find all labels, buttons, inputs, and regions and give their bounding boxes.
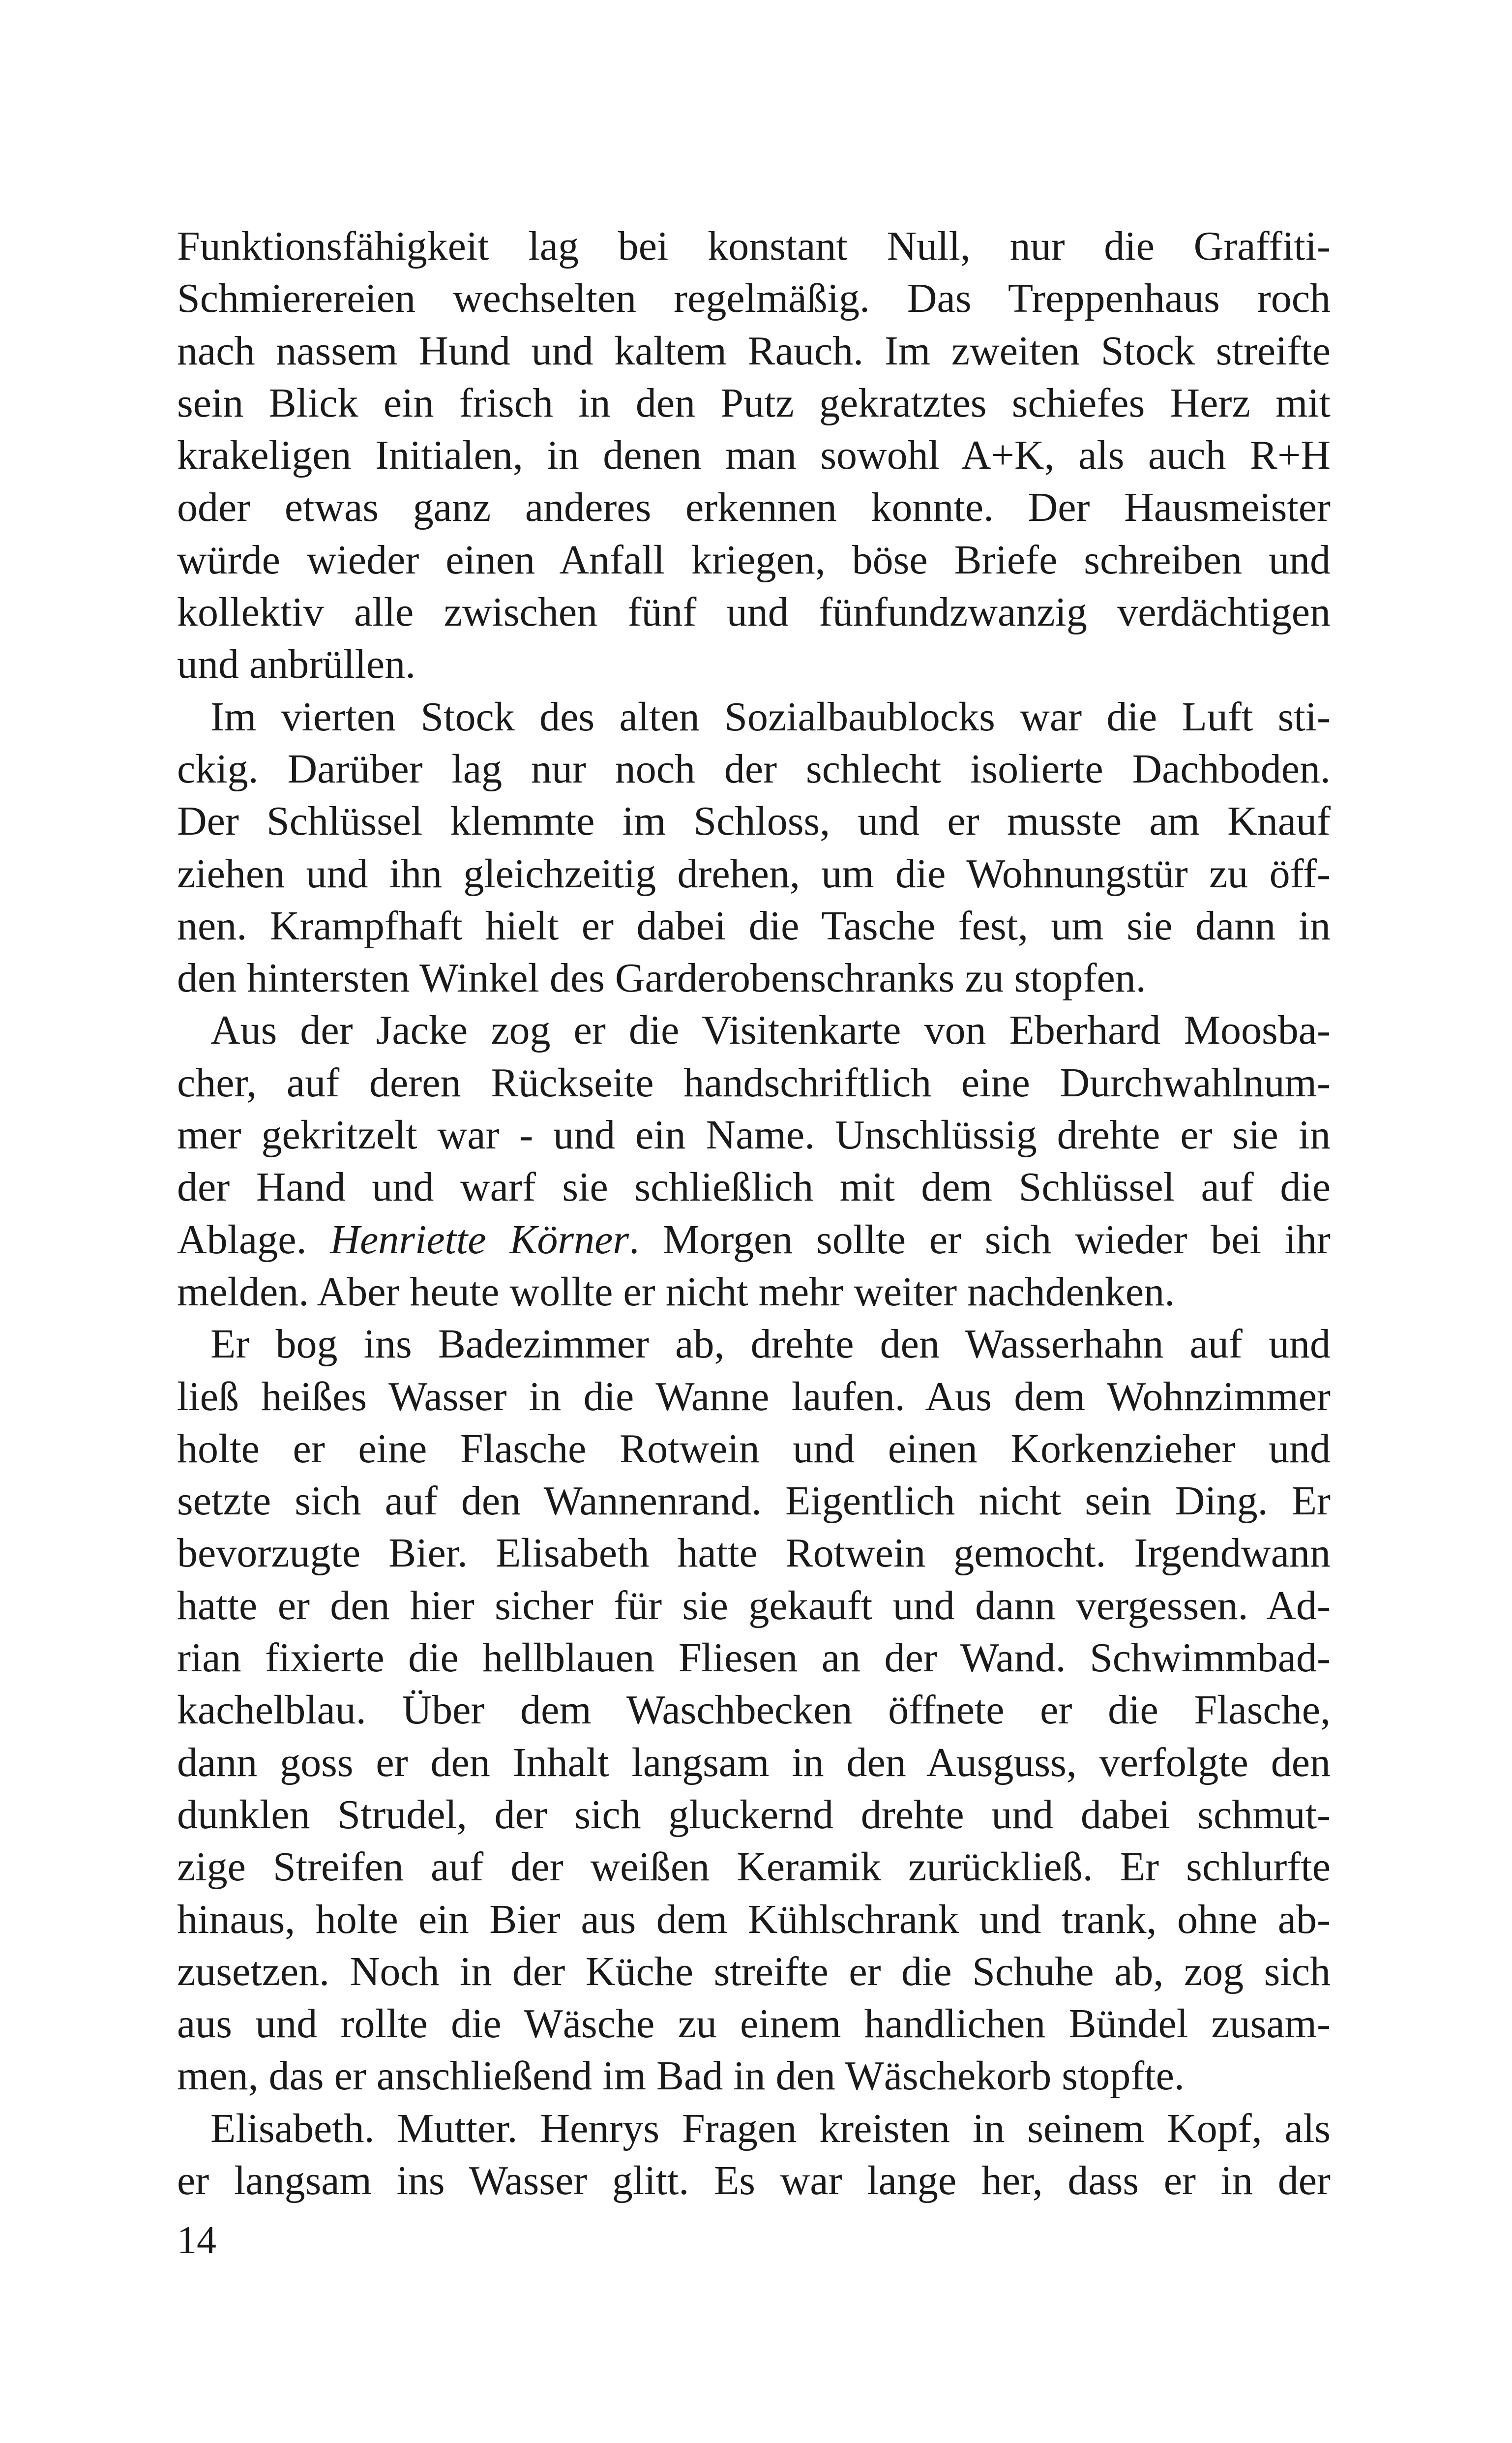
paragraph-4	[177, 1318, 1331, 2102]
text-line: kollektiv alle zwischen fünf und fünfundzwanzig verdächtigen	[177, 589, 1331, 635]
text-line: er langsam ins Wasser glitt. Es war lange her, dass er in der	[177, 2157, 1331, 2203]
text-line: Der Schlüssel klemmte im Schloss, und er musste am Knauf	[177, 798, 1331, 844]
text-line: würde wieder einen Anfall kriegen, böse Briefe schreiben und	[177, 537, 1331, 583]
text-line: nen. Krampfhaft hielt er dabei die Tasche fest, um sie dann in	[177, 903, 1331, 949]
text-line: ziehen und ihn gleichzeitig drehen, um die Wohnungstür zu öff-	[177, 850, 1331, 897]
text-line: der Hand und warf sie schließlich mit dem Schlüssel auf die	[177, 1164, 1331, 1210]
text-line: krakeligen Initialen, in denen man sowohl A+K, als auch R+H	[177, 432, 1331, 479]
text-line: dunklen Strudel, der sich gluckernd drehte und dabei schmut-	[177, 1791, 1331, 1838]
paragraph-5	[177, 2103, 1331, 2207]
text-line: und anbrüllen.	[177, 641, 416, 688]
text-line: Aus der Jacke zog er die Visitenkarte von Eberhard Moosba-	[210, 1007, 1331, 1054]
text-line: men, das er anschließend im Bad in den Wäschekorb stopfte.	[177, 2053, 1185, 2099]
text-line: melden. Aber heute wollte er nicht mehr weiter nachdenken.	[177, 1268, 1175, 1315]
text-line: Elisabeth. Mutter. Henrys Fragen kreisten in seinem Kopf, als	[210, 2105, 1331, 2151]
page-number: 14	[177, 2219, 216, 2262]
text-line: hatte er den hier sicher für sie gekauft und dann vergessen. Ad-	[177, 1582, 1331, 1629]
text-line: hinaus, holte ein Bier aus dem Kühlschrank und trank, ohne ab-	[177, 1896, 1331, 1942]
italic-name: Henriette Körner	[330, 1216, 629, 1263]
paragraph-3	[177, 1004, 1331, 1318]
text-line-with-name	[177, 1214, 1331, 1266]
paragraph-1	[177, 220, 1331, 691]
text-line: Er bog ins Badezimmer ab, drehte den Wasserhahn auf und	[210, 1321, 1331, 1367]
text-line: holte er eine Flasche Rotwein und einen Korkenzieher und	[177, 1425, 1331, 1472]
text-line: Im vierten Stock des alten Sozialbaublocks war die Luft sti-	[210, 694, 1331, 740]
text-line: aus und rollte die Wäsche zu einem handlichen Bündel zusam-	[177, 2001, 1331, 2047]
text-line: Funktionsfähigkeit lag bei konstant Null, nur die Graffiti-	[177, 223, 1331, 269]
text-segment: . Morgen sollte er sich wieder bei ihr	[629, 1216, 1331, 1263]
text-segment: Ablage.	[177, 1216, 330, 1263]
text-line: nach nassem Hund und kaltem Rauch. Im zweiten Stock streifte	[177, 328, 1331, 374]
text-line: Schmierereien wechselten regelmäßig. Das Treppenhaus roch	[177, 275, 1331, 322]
text-line: kachelblau. Über dem Waschbecken öffnete er die Flasche,	[177, 1687, 1331, 1733]
paragraph-2	[177, 691, 1331, 1005]
text-line: bevorzugte Bier. Elisabeth hatte Rotwein gemocht. Irgendwann	[177, 1530, 1331, 1576]
text-line: mer gekritzelt war - und ein Name. Unschlüssig drehte er sie in	[177, 1112, 1331, 1158]
text-line: ckig. Darüber lag nur noch der schlecht isolierte Dachboden.	[177, 746, 1331, 792]
text-line: dann goss er den Inhalt langsam in den Ausguss, verfolgte den	[177, 1739, 1331, 1785]
text-line: cher, auf deren Rückseite handschriftlich eine Durchwahlnum-	[177, 1059, 1331, 1106]
text-line: ließ heißes Wasser in die Wanne laufen. Aus dem Wohnzimmer	[177, 1373, 1331, 1419]
text-line: den hintersten Winkel des Garderobenschranks zu stopfen.	[177, 955, 1146, 1001]
text-line: rian fixierte die hellblauen Fliesen an der Wand. Schwimmbad-	[177, 1635, 1331, 1681]
text-line: zusetzen. Noch in der Küche streifte er die Schuhe ab, zog sich	[177, 1948, 1331, 1994]
text-line: oder etwas ganz anderes erkennen konnte. Der Hausmeister	[177, 484, 1331, 531]
text-line: sein Blick ein frisch in den Putz gekratztes schiefes Herz mit	[177, 380, 1331, 426]
body-text	[177, 220, 1331, 2207]
text-line: zige Streifen auf der weißen Keramik zurückließ. Er schlurfte	[177, 1844, 1331, 1890]
text-line: setzte sich auf den Wannenrand. Eigentlich nicht sein Ding. Er	[177, 1478, 1331, 1524]
